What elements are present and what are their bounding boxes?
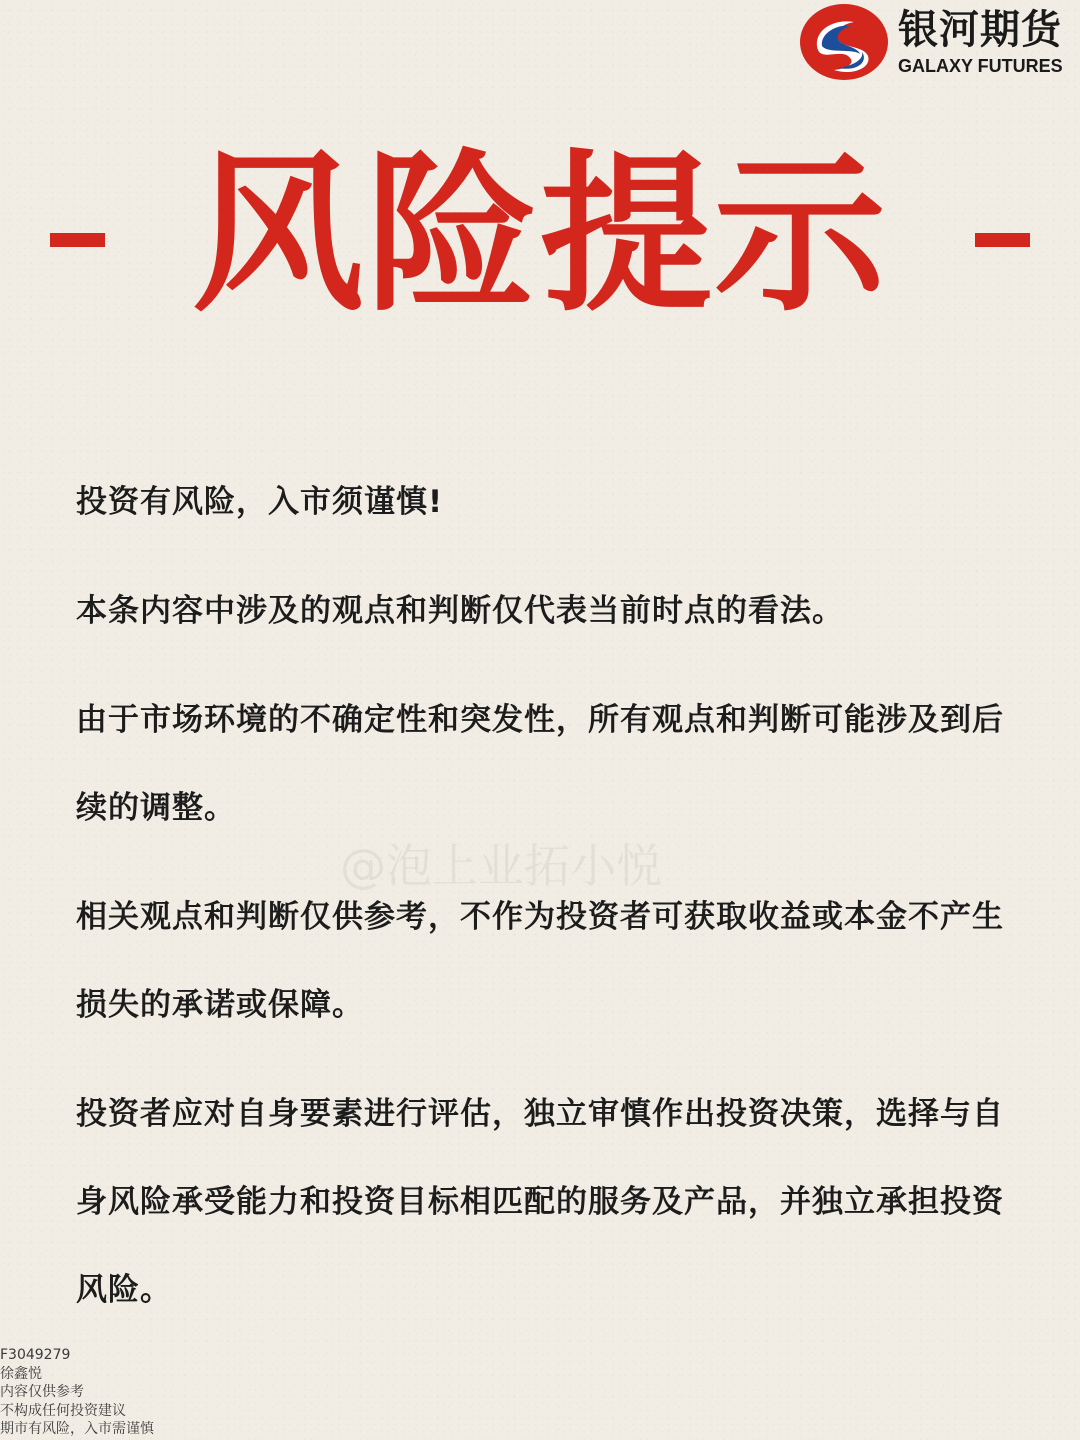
title-dash-right: [975, 233, 1030, 247]
paragraph: 本条内容中涉及的观点和判断仅代表当前时点的看法。: [76, 593, 844, 629]
disclaimer-body: [76, 458, 1006, 1334]
galaxy-futures-logo-icon: [798, 2, 890, 82]
brand-logo: [790, 0, 1080, 84]
paragraph: 投资者应对自身要素进行评估，独立审慎作出投资决策，选择与自身风险承受能力和投资目标相匹配的服务及产品，并独立承担投资风险。: [76, 1096, 1004, 1308]
brand-name-cn: 银河期货: [898, 7, 1062, 53]
footer-notes: [0, 1346, 154, 1439]
footer-author: 徐鑫悦: [0, 1365, 42, 1382]
footer-line: 内容仅供参考: [0, 1384, 84, 1400]
paragraph: 由于市场环境的不确定性和突发性，所有观点和判断可能涉及到后续的调整。: [76, 702, 1004, 826]
title-dash-left: [50, 233, 105, 247]
footer-line: 期市有风险，入市需谨慎: [0, 1421, 154, 1437]
paragraph: 投资有风险，入市须谨慎!: [76, 484, 444, 520]
footer-code: F3049279: [0, 1347, 71, 1363]
watermark: @泡上业拓小悦: [340, 839, 662, 893]
footer-line: 不构成任何投资建议: [0, 1402, 126, 1419]
brand-name-en: GALAXY FUTURES: [898, 56, 1063, 76]
paragraph: 相关观点和判断仅供参考，不作为投资者可获取收益或本金不产生损失的承诺或保障。: [76, 899, 1004, 1023]
page-title: 风险提示: [192, 134, 888, 335]
